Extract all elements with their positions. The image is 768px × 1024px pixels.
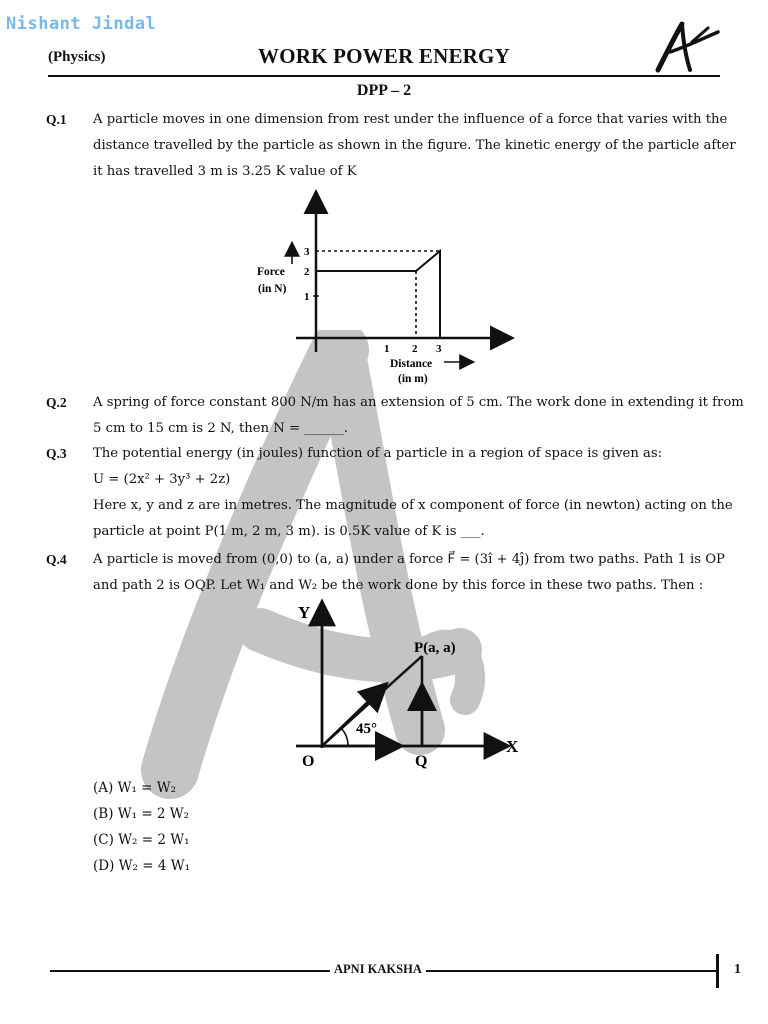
y-axis-label: Force (257, 266, 285, 278)
angle-arc (341, 728, 348, 746)
option-b: (B) W₁ = 2 W₂ (93, 806, 190, 822)
author-watermark: Nishant Jindal (6, 14, 157, 34)
header-divider (48, 75, 720, 77)
question-text-line: A particle moves in one dimension from rest under the influence of a force that varies with the (93, 112, 728, 127)
x-tick-label: 1 (384, 343, 390, 355)
footer-brand: APNI KAKSHA (330, 962, 426, 977)
question-text-line: Here x, y and z are in metres. The magnitude of x component of force (in newton) acting on the (93, 498, 733, 513)
page-title: WORK POWER ENERGY (258, 44, 510, 68)
question-text-line: 5 cm to 15 cm is 2 N, then N = ______. (93, 421, 348, 436)
question-number: Q.4 (46, 552, 67, 567)
x-axis-label: (in m) (398, 373, 428, 385)
x-tick-label: 3 (436, 343, 442, 355)
question-text-line: it has travelled 3 m is 3.25 K value of K (93, 164, 357, 179)
question-text-line: particle at point P(1 m, 2 m, 3 m). is 0.5K value of K is ___. (93, 524, 485, 539)
question-number: Q.3 (46, 446, 67, 461)
x-axis-label: Distance (390, 358, 433, 370)
option-c: (C) W₂ = 2 W₁ (93, 832, 190, 848)
equation: U = (2x² + 3y³ + 2z) (93, 472, 231, 487)
x-axis-label: X (506, 737, 519, 756)
y-tick-label: 3 (304, 246, 310, 258)
question-text-line: A particle is moved from (0,0) to (a, a) under a force F⃗ = (3î + 4ĵ) from two paths. Path 1 is OP (93, 552, 725, 567)
question-text-line: distance travelled by the particle as shown in the figure. The kinetic energy of the particle after (93, 138, 736, 153)
y-tick-label: 1 (304, 291, 310, 303)
subject-label: (Physics) (48, 49, 106, 65)
origin-label: O (302, 753, 315, 770)
path-diagram (290, 596, 530, 776)
question-number: Q.1 (46, 112, 67, 127)
footer-divider (716, 954, 719, 988)
question-text-line: and path 2 is OQP. Let W₁ and W₂ be the work done by this force in these two paths. Then : (93, 578, 704, 593)
force-curve (316, 251, 440, 338)
force-distance-graph (250, 186, 520, 386)
y-tick-label: 2 (304, 266, 310, 278)
option-d: (D) W₂ = 4 W₁ (93, 858, 190, 874)
page-number: 1 (734, 962, 741, 977)
y-axis-label: Y (298, 603, 311, 622)
question-text-line: A spring of force constant 800 N/m has an extension of 5 cm. The work done in extending it from (93, 395, 744, 410)
question-text-line: The potential energy (in joules) function of a particle in a region of space is given as: (93, 446, 663, 461)
question-number: Q.2 (46, 395, 67, 410)
angle-label: 45° (356, 721, 377, 737)
p-label: P(a, a) (414, 640, 456, 656)
option-a: (A) W₁ = W₂ (93, 780, 177, 796)
y-axis-label: (in N) (258, 283, 287, 295)
sheet-label: DPP – 2 (356, 82, 412, 99)
x-tick-label: 2 (412, 343, 418, 355)
q-label: Q (415, 753, 428, 770)
